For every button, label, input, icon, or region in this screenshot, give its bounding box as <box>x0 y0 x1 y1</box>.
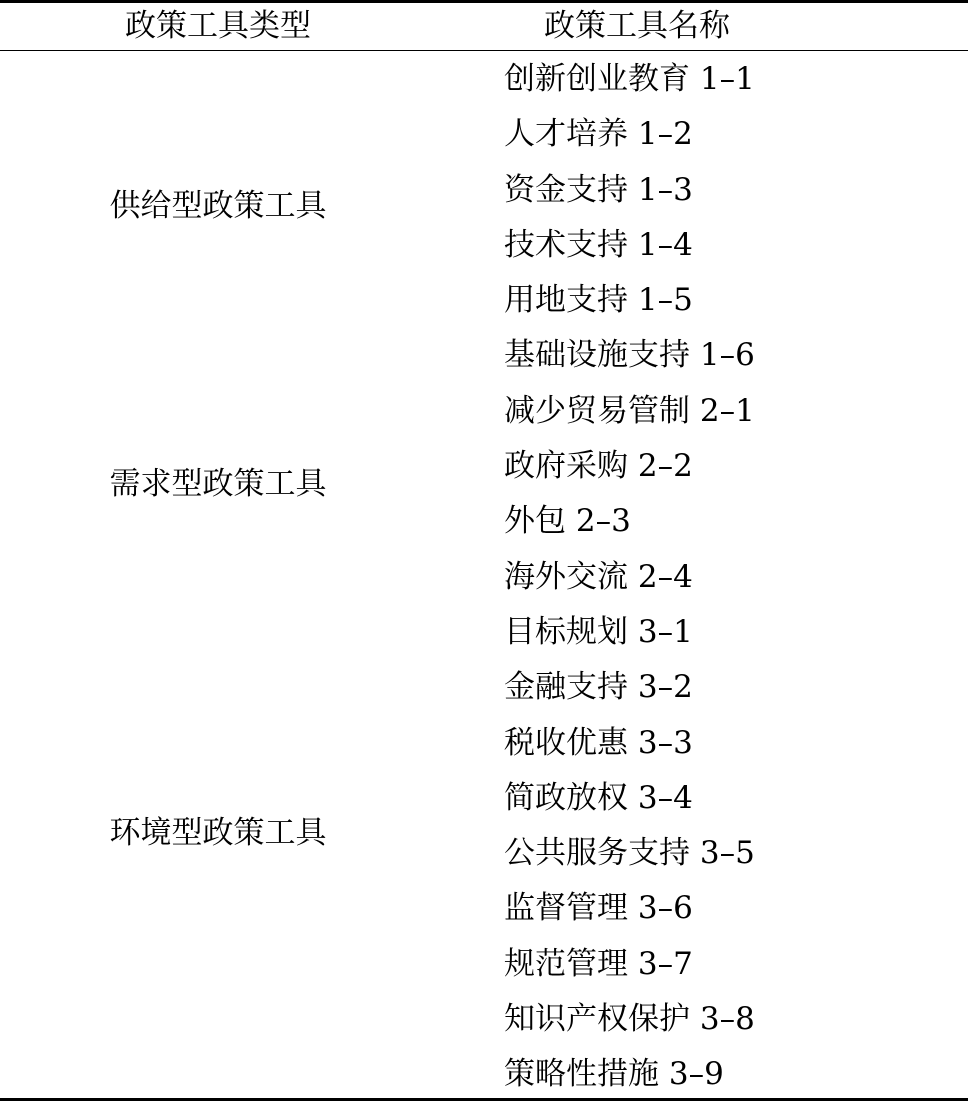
header-rule <box>0 50 968 51</box>
list-item: 人才培养 1–2 <box>504 116 693 153</box>
top-rule <box>0 0 968 3</box>
header-type-column: 政策工具类型 <box>125 8 311 44</box>
list-item: 基础设施支持 1–6 <box>504 337 755 374</box>
header-name-column: 政策工具名称 <box>544 8 730 44</box>
group-label-environment: 环境型政策工具 <box>109 815 327 851</box>
list-item: 知识产权保护 3–8 <box>504 1001 755 1038</box>
list-item: 税收优惠 3–3 <box>504 724 693 761</box>
list-item: 简政放权 3–4 <box>504 779 693 816</box>
list-item: 目标规划 3–1 <box>504 613 693 650</box>
list-item: 技术支持 1–4 <box>504 226 693 263</box>
policy-name-list <box>504 52 755 1103</box>
list-item: 政府采购 2–2 <box>504 448 693 485</box>
list-item: 用地支持 1–5 <box>504 282 693 319</box>
list-item: 规范管理 3–7 <box>504 945 693 982</box>
list-item: 资金支持 1–3 <box>504 171 693 208</box>
list-item: 策略性措施 3–9 <box>504 1056 724 1093</box>
list-item: 金融支持 3–2 <box>504 669 693 706</box>
list-item: 监督管理 3–6 <box>504 890 693 927</box>
bottom-rule <box>0 1098 968 1101</box>
list-item: 减少贸易管制 2–1 <box>504 392 755 429</box>
list-item: 公共服务支持 3–5 <box>504 835 755 872</box>
list-item: 海外交流 2–4 <box>504 558 693 595</box>
group-label-supply: 供给型政策工具 <box>109 188 327 224</box>
list-item: 外包 2–3 <box>504 503 631 540</box>
group-label-demand: 需求型政策工具 <box>109 466 327 502</box>
list-item: 创新创业教育 1–1 <box>504 61 755 97</box>
